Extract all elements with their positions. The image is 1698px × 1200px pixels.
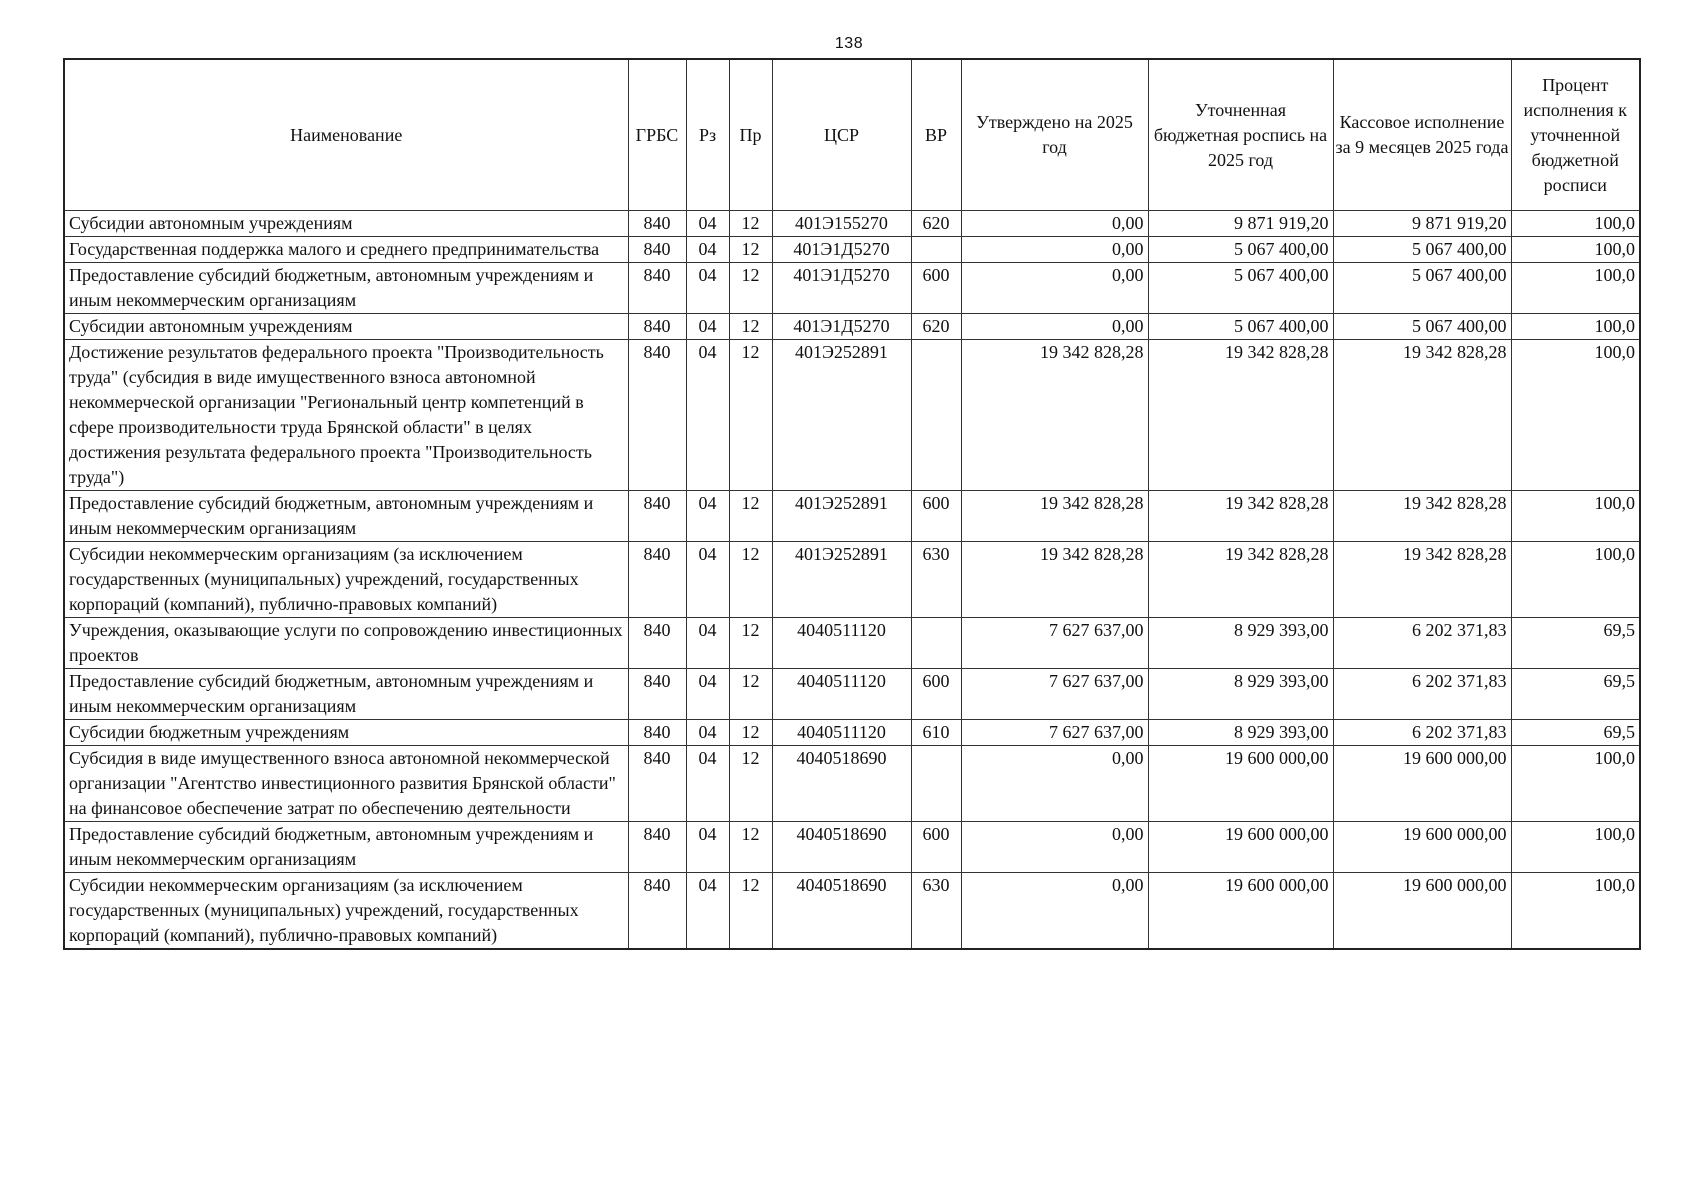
header-rz: Рз (686, 59, 729, 211)
cell-rz: 04 (686, 237, 729, 263)
table-header (64, 59, 1640, 211)
cell-cash: 19 600 000,00 (1333, 822, 1511, 873)
cell-rz: 04 (686, 618, 729, 669)
cell-rz: 04 (686, 542, 729, 618)
cell-vr: 620 (911, 314, 961, 340)
header-row (64, 59, 1640, 211)
cell-cash: 19 600 000,00 (1333, 873, 1511, 950)
cell-refined: 19 342 828,28 (1148, 340, 1333, 491)
cell-name: Предоставление субсидий бюджетным, автономным учреждениям и иным некоммерческим организациям (64, 822, 628, 873)
cell-pr: 12 (729, 340, 772, 491)
cell-cash: 19 342 828,28 (1333, 542, 1511, 618)
cell-refined: 8 929 393,00 (1148, 618, 1333, 669)
cell-approved: 0,00 (961, 237, 1148, 263)
table-row (64, 491, 1640, 542)
cell-grbs: 840 (628, 340, 686, 491)
header-pr: Пр (729, 59, 772, 211)
cell-csr: 4040518690 (772, 746, 911, 822)
cell-name: Предоставление субсидий бюджетным, автономным учреждениям и иным некоммерческим организациям (64, 263, 628, 314)
table-row (64, 314, 1640, 340)
table-row (64, 822, 1640, 873)
cell-rz: 04 (686, 822, 729, 873)
cell-percent: 100,0 (1511, 314, 1640, 340)
table-row (64, 340, 1640, 491)
cell-name: Субсидии некоммерческим организациям (за исключением государственных (муниципальных) учреждений, государственных корпораций (компаний), публично-правовых компаний) (64, 542, 628, 618)
cell-percent: 100,0 (1511, 873, 1640, 950)
cell-pr: 12 (729, 669, 772, 720)
cell-pr: 12 (729, 873, 772, 950)
cell-cash: 19 342 828,28 (1333, 340, 1511, 491)
cell-rz: 04 (686, 720, 729, 746)
cell-approved: 0,00 (961, 314, 1148, 340)
cell-cash: 9 871 919,20 (1333, 211, 1511, 237)
cell-name: Субсидии бюджетным учреждениям (64, 720, 628, 746)
cell-name: Субсидии автономным учреждениям (64, 211, 628, 237)
table-row (64, 618, 1640, 669)
cell-percent: 100,0 (1511, 340, 1640, 491)
budget-execution-table (63, 58, 1641, 950)
cell-pr: 12 (729, 822, 772, 873)
cell-refined: 19 600 000,00 (1148, 822, 1333, 873)
cell-grbs: 840 (628, 263, 686, 314)
cell-csr: 401Э155270 (772, 211, 911, 237)
table-row (64, 873, 1640, 950)
table-row (64, 720, 1640, 746)
header-grbs: ГРБС (628, 59, 686, 211)
cell-rz: 04 (686, 873, 729, 950)
table-row (64, 211, 1640, 237)
cell-grbs: 840 (628, 542, 686, 618)
cell-name: Предоставление субсидий бюджетным, автономным учреждениям и иным некоммерческим организациям (64, 669, 628, 720)
cell-vr: 620 (911, 211, 961, 237)
header-cash: Кассовое исполнение за 9 месяцев 2025 года (1333, 59, 1511, 211)
header-percent: Процент исполнения к уточненной бюджетной росписи (1511, 59, 1640, 211)
cell-percent: 100,0 (1511, 491, 1640, 542)
cell-vr (911, 618, 961, 669)
cell-percent: 69,5 (1511, 669, 1640, 720)
cell-refined: 5 067 400,00 (1148, 314, 1333, 340)
cell-name: Субсидии автономным учреждениям (64, 314, 628, 340)
cell-approved: 7 627 637,00 (961, 618, 1148, 669)
cell-name: Субсидии некоммерческим организациям (за исключением государственных (муниципальных) учреждений, государственных корпораций (компаний), публично-правовых компаний) (64, 873, 628, 950)
cell-percent: 69,5 (1511, 618, 1640, 669)
cell-grbs: 840 (628, 237, 686, 263)
cell-approved: 0,00 (961, 746, 1148, 822)
cell-pr: 12 (729, 720, 772, 746)
cell-refined: 5 067 400,00 (1148, 237, 1333, 263)
cell-approved: 0,00 (961, 873, 1148, 950)
cell-rz: 04 (686, 669, 729, 720)
cell-refined: 19 600 000,00 (1148, 873, 1333, 950)
cell-rz: 04 (686, 491, 729, 542)
cell-cash: 6 202 371,83 (1333, 720, 1511, 746)
cell-percent: 100,0 (1511, 211, 1640, 237)
cell-grbs: 840 (628, 746, 686, 822)
cell-vr (911, 340, 961, 491)
cell-refined: 19 342 828,28 (1148, 542, 1333, 618)
cell-csr: 4040518690 (772, 873, 911, 950)
cell-rz: 04 (686, 263, 729, 314)
cell-cash: 19 342 828,28 (1333, 491, 1511, 542)
cell-approved: 7 627 637,00 (961, 720, 1148, 746)
table-row (64, 263, 1640, 314)
cell-grbs: 840 (628, 873, 686, 950)
cell-pr: 12 (729, 491, 772, 542)
cell-refined: 5 067 400,00 (1148, 263, 1333, 314)
cell-pr: 12 (729, 237, 772, 263)
cell-rz: 04 (686, 211, 729, 237)
cell-cash: 5 067 400,00 (1333, 263, 1511, 314)
header-vr: ВР (911, 59, 961, 211)
cell-csr: 401Э1Д5270 (772, 314, 911, 340)
table-body (64, 211, 1640, 950)
cell-csr: 401Э252891 (772, 542, 911, 618)
cell-vr: 630 (911, 873, 961, 950)
cell-vr: 630 (911, 542, 961, 618)
cell-approved: 19 342 828,28 (961, 491, 1148, 542)
page-number: 138 (834, 35, 864, 52)
cell-refined: 8 929 393,00 (1148, 669, 1333, 720)
cell-grbs: 840 (628, 211, 686, 237)
cell-grbs: 840 (628, 822, 686, 873)
cell-csr: 4040511120 (772, 669, 911, 720)
cell-name: Субсидия в виде имущественного взноса автономной некоммерческой организации "Агентство инвестиционного развития Брянской области" на финансовое обеспечение затрат по обеспечению деятельности (64, 746, 628, 822)
cell-grbs: 840 (628, 669, 686, 720)
cell-vr (911, 237, 961, 263)
cell-csr: 401Э252891 (772, 340, 911, 491)
table-row (64, 669, 1640, 720)
cell-pr: 12 (729, 542, 772, 618)
cell-refined: 8 929 393,00 (1148, 720, 1333, 746)
cell-percent: 100,0 (1511, 822, 1640, 873)
cell-refined: 9 871 919,20 (1148, 211, 1333, 237)
cell-approved: 0,00 (961, 263, 1148, 314)
cell-name: Предоставление субсидий бюджетным, автономным учреждениям и иным некоммерческим организациям (64, 491, 628, 542)
cell-vr: 600 (911, 822, 961, 873)
table-row (64, 746, 1640, 822)
cell-approved: 19 342 828,28 (961, 340, 1148, 491)
cell-vr: 610 (911, 720, 961, 746)
cell-approved: 0,00 (961, 822, 1148, 873)
cell-csr: 401Э252891 (772, 491, 911, 542)
cell-approved: 19 342 828,28 (961, 542, 1148, 618)
cell-percent: 100,0 (1511, 263, 1640, 314)
cell-vr: 600 (911, 669, 961, 720)
cell-vr: 600 (911, 263, 961, 314)
cell-csr: 4040518690 (772, 822, 911, 873)
cell-grbs: 840 (628, 314, 686, 340)
cell-name: Учреждения, оказывающие услуги по сопровождению инвестиционных проектов (64, 618, 628, 669)
cell-cash: 6 202 371,83 (1333, 669, 1511, 720)
cell-pr: 12 (729, 263, 772, 314)
cell-pr: 12 (729, 314, 772, 340)
cell-percent: 100,0 (1511, 237, 1640, 263)
cell-csr: 4040511120 (772, 618, 911, 669)
cell-pr: 12 (729, 211, 772, 237)
header-csr: ЦСР (772, 59, 911, 211)
table-row (64, 542, 1640, 618)
cell-rz: 04 (686, 314, 729, 340)
cell-approved: 7 627 637,00 (961, 669, 1148, 720)
cell-cash: 6 202 371,83 (1333, 618, 1511, 669)
header-approved: Утверждено на 2025 год (961, 59, 1148, 211)
cell-rz: 04 (686, 340, 729, 491)
table-row (64, 237, 1640, 263)
header-refined: Уточненная бюджетная роспись на 2025 год (1148, 59, 1333, 211)
cell-percent: 100,0 (1511, 542, 1640, 618)
cell-percent: 69,5 (1511, 720, 1640, 746)
cell-grbs: 840 (628, 720, 686, 746)
cell-cash: 5 067 400,00 (1333, 314, 1511, 340)
cell-vr: 600 (911, 491, 961, 542)
cell-vr (911, 746, 961, 822)
cell-cash: 5 067 400,00 (1333, 237, 1511, 263)
header-name: Наименование (64, 59, 628, 211)
cell-pr: 12 (729, 618, 772, 669)
cell-csr: 401Э1Д5270 (772, 263, 911, 314)
cell-csr: 4040511120 (772, 720, 911, 746)
cell-cash: 19 600 000,00 (1333, 746, 1511, 822)
cell-approved: 0,00 (961, 211, 1148, 237)
cell-name: Достижение результатов федерального проекта "Производительность труда" (субсидия в виде имущественного взноса автономной некоммерческой организации "Региональный центр компетенций в сфере производительности труда Брянской области" в целях достижения результата федерального проекта "Производительность труда") (64, 340, 628, 491)
cell-pr: 12 (729, 746, 772, 822)
cell-rz: 04 (686, 746, 729, 822)
cell-grbs: 840 (628, 618, 686, 669)
cell-name: Государственная поддержка малого и среднего предпринимательства (64, 237, 628, 263)
cell-percent: 100,0 (1511, 746, 1640, 822)
cell-csr: 401Э1Д5270 (772, 237, 911, 263)
cell-grbs: 840 (628, 491, 686, 542)
cell-refined: 19 342 828,28 (1148, 491, 1333, 542)
cell-refined: 19 600 000,00 (1148, 746, 1333, 822)
